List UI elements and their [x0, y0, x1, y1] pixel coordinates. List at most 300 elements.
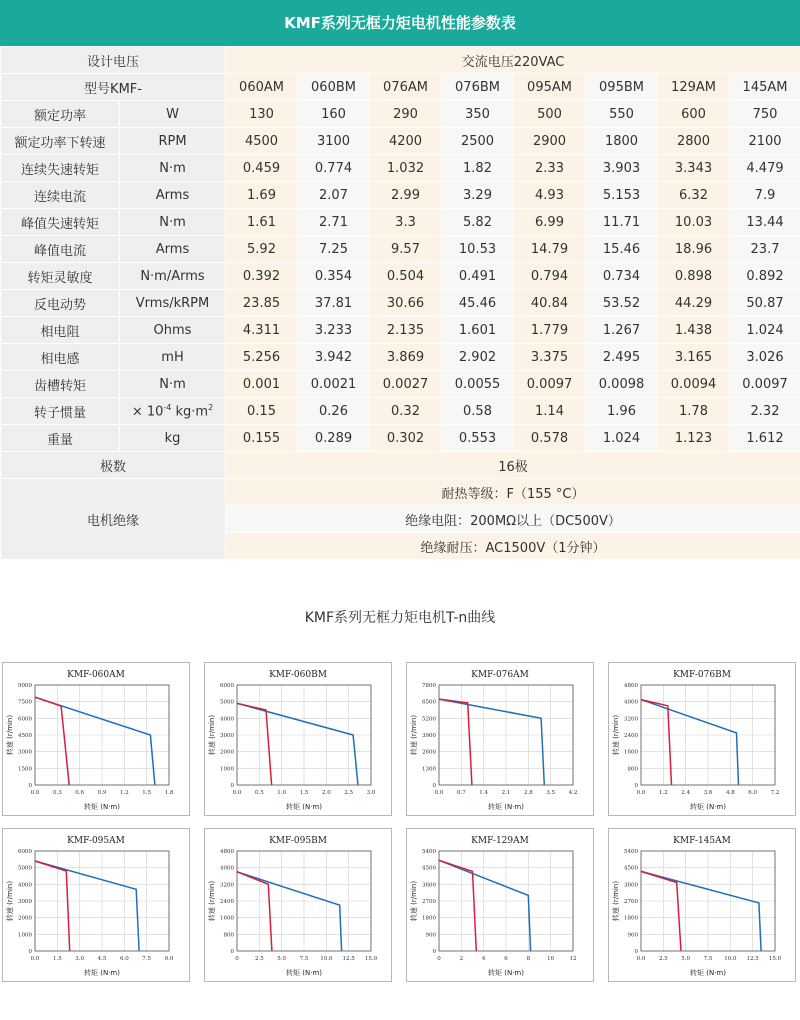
y-tick-label: 1300	[422, 766, 436, 773]
param-name: 转矩灵敏度	[1, 263, 120, 290]
param-unit: W	[120, 101, 226, 128]
tn-chart	[406, 828, 594, 982]
series-line	[641, 871, 761, 951]
param-value: 23.85	[226, 290, 298, 317]
x-tick-label: 0.0	[232, 790, 242, 796]
y-tick-label: 3200	[220, 882, 234, 889]
param-name: 反电动势	[1, 290, 120, 317]
param-value: 3.165	[658, 344, 730, 371]
param-value: 5.92	[226, 236, 298, 263]
x-tick-label: 7.2	[770, 790, 780, 796]
y-tick-label: 3600	[624, 882, 638, 889]
y-tick-label: 2400	[220, 899, 234, 905]
unit-body: kg·m	[171, 404, 209, 420]
tn-chart-svg	[407, 829, 593, 981]
table-row	[1, 398, 800, 425]
y-tick-label: 800	[627, 766, 638, 773]
param-value: 50.87	[730, 290, 800, 317]
y-tick-label: 1600	[624, 749, 638, 756]
voltage-value: 交流电压220VAC	[226, 47, 800, 74]
tn-chart-svg	[205, 829, 391, 981]
y-tick-label: 1800	[422, 915, 436, 922]
y-tick-label: 4800	[624, 683, 638, 689]
param-value: 750	[730, 101, 800, 128]
param-value: 44.29	[658, 290, 730, 317]
chart-title: KMF-095AM	[67, 836, 125, 846]
param-value: 2.33	[514, 155, 586, 182]
param-value: 14.79	[514, 236, 586, 263]
param-value: 2100	[730, 128, 800, 155]
x-tick-label: 6.0	[748, 790, 758, 796]
param-value: 0.734	[586, 263, 658, 290]
series-line	[237, 703, 358, 785]
table-row	[1, 317, 800, 344]
series-line	[439, 860, 531, 951]
y-axis-label: 转速 (r/min)	[410, 880, 418, 922]
y-tick-label: 3000	[18, 899, 32, 905]
param-value: 45.46	[442, 290, 514, 317]
x-tick-label: 1.4	[479, 790, 489, 796]
y-tick-label: 4500	[422, 865, 436, 872]
x-tick-label: 0.0	[636, 956, 646, 962]
param-value: 1.82	[442, 155, 514, 182]
chart-title: KMF-129AM	[471, 836, 529, 846]
x-tick-label: 15.0	[768, 956, 782, 962]
x-tick-label: 3.0	[75, 956, 85, 962]
x-tick-label: 1.5	[299, 790, 309, 796]
y-tick-label: 0	[28, 783, 32, 789]
param-value: 0.578	[514, 425, 586, 452]
y-tick-label: 0	[432, 783, 436, 789]
param-unit: RPM	[120, 128, 226, 155]
series-line	[237, 703, 272, 785]
param-value: 1.612	[730, 425, 800, 452]
y-tick-label: 3900	[422, 733, 436, 739]
param-value: 1.69	[226, 182, 298, 209]
param-value: 3.942	[298, 344, 370, 371]
y-tick-label: 2700	[624, 899, 638, 905]
y-tick-label: 900	[627, 932, 638, 939]
param-value: 3.026	[730, 344, 800, 371]
y-tick-label: 4000	[624, 699, 638, 706]
param-name: 峰值电流	[1, 236, 120, 263]
param-value: 1.267	[586, 317, 658, 344]
param-value: 600	[658, 101, 730, 128]
x-tick-label: 12.5	[746, 956, 759, 962]
param-value: 4.93	[514, 182, 586, 209]
param-value: 0.26	[298, 398, 370, 425]
x-tick-label: 1.2	[119, 790, 129, 796]
x-tick-label: 15.0	[364, 956, 378, 962]
param-value: 0.892	[730, 263, 800, 290]
param-value: 3.3	[370, 209, 442, 236]
x-axis-label: 转矩 (N·m)	[690, 803, 726, 811]
y-tick-label: 5000	[220, 699, 234, 706]
series-line	[35, 861, 139, 951]
series-line	[237, 872, 272, 951]
table-row	[1, 155, 800, 182]
x-tick-label: 2.8	[523, 790, 533, 796]
param-value: 290	[370, 101, 442, 128]
y-axis-label: 转速 (r/min)	[208, 880, 216, 922]
tn-chart-svg	[3, 663, 189, 815]
y-tick-label: 4000	[220, 865, 234, 872]
tn-chart-svg	[205, 663, 391, 815]
x-tick-label: 5.0	[681, 956, 691, 962]
y-tick-label: 0	[634, 949, 638, 955]
param-value: 550	[586, 101, 658, 128]
param-value: 0.553	[442, 425, 514, 452]
y-tick-label: 3000	[220, 733, 234, 739]
param-value: 5.82	[442, 209, 514, 236]
x-tick-label: 10	[547, 956, 555, 962]
series-line	[439, 699, 472, 785]
table-row	[1, 74, 800, 101]
unit-exponent: -4	[163, 402, 172, 412]
x-tick-label: 4.8	[725, 790, 735, 796]
x-axis-label: 转矩 (N·m)	[690, 969, 726, 977]
param-value: 3.375	[514, 344, 586, 371]
param-value: 1.024	[586, 425, 658, 452]
table-row	[1, 47, 800, 74]
param-name: 重量	[1, 425, 120, 452]
model-cell: 095BM	[586, 74, 658, 101]
series-line	[237, 872, 342, 951]
param-value: 0.58	[442, 398, 514, 425]
param-value: 4.479	[730, 155, 800, 182]
param-name: 额定功率下转速	[1, 128, 120, 155]
param-value: 18.96	[658, 236, 730, 263]
model-cell: 145AM	[730, 74, 800, 101]
chart-title: KMF-076AM	[471, 670, 529, 680]
x-tick-label: 8	[526, 956, 531, 962]
param-value: 3.869	[370, 344, 442, 371]
x-tick-label: 10.0	[724, 956, 737, 962]
param-value: 2.135	[370, 317, 442, 344]
param-value: 0.32	[370, 398, 442, 425]
x-tick-label: 3.5	[546, 790, 556, 796]
param-value: 2.32	[730, 398, 800, 425]
param-unit: Arms	[120, 236, 226, 263]
table-row	[1, 344, 800, 371]
model-label: 型号KMF-	[1, 74, 226, 101]
param-value: 0.0055	[442, 371, 514, 398]
tn-chart-svg	[407, 663, 593, 815]
x-tick-label: 7.5	[142, 956, 152, 962]
x-tick-label: 10.0	[320, 956, 333, 962]
param-unit: mH	[120, 344, 226, 371]
x-tick-label: 2.5	[254, 956, 264, 962]
param-name: 转子惯量	[1, 398, 120, 425]
page-title: KMF系列无框力矩电机性能参数表	[0, 0, 800, 46]
x-axis-label: 转矩 (N·m)	[286, 803, 322, 811]
y-tick-label: 0	[230, 783, 234, 789]
x-axis-label: 转矩 (N·m)	[488, 969, 524, 977]
param-value: 2.495	[586, 344, 658, 371]
param-value: 1.123	[658, 425, 730, 452]
param-value: 3.29	[442, 182, 514, 209]
x-tick-label: 0	[437, 956, 441, 962]
x-tick-label: 2.5	[344, 790, 354, 796]
x-tick-label: 2.5	[658, 956, 668, 962]
x-tick-label: 0.9	[97, 790, 107, 796]
x-tick-label: 4.2	[568, 790, 578, 796]
y-tick-label: 4500	[624, 865, 638, 872]
series-line	[641, 700, 672, 785]
param-value: 10.53	[442, 236, 514, 263]
param-value: 0.0097	[514, 371, 586, 398]
x-tick-label: 1.0	[277, 790, 287, 796]
param-value: 7.9	[730, 182, 800, 209]
table-row	[1, 452, 800, 479]
x-tick-label: 12.5	[342, 956, 355, 962]
x-tick-label: 0.0	[434, 790, 444, 796]
x-axis-label: 转矩 (N·m)	[488, 803, 524, 811]
table-row	[1, 209, 800, 236]
x-tick-label: 7.5	[703, 956, 713, 962]
unit-exponent: 2	[208, 402, 214, 412]
y-axis-label: 转速 (r/min)	[410, 714, 418, 756]
unit-prefix: × 10	[131, 404, 164, 420]
table-row	[1, 479, 800, 506]
param-value: 2.902	[442, 344, 514, 371]
tn-chart	[2, 662, 190, 816]
x-tick-label: 0.5	[254, 790, 264, 796]
param-unit: Arms	[120, 182, 226, 209]
param-value: 1.96	[586, 398, 658, 425]
param-value: 3.233	[298, 317, 370, 344]
param-value: 0.0027	[370, 371, 442, 398]
model-cell: 076AM	[370, 74, 442, 101]
table-row	[1, 236, 800, 263]
param-name: 连续失速转矩	[1, 155, 120, 182]
tn-chart	[406, 662, 594, 816]
x-tick-label: 0	[235, 956, 239, 962]
y-tick-label: 4000	[18, 882, 32, 889]
param-value: 0.898	[658, 263, 730, 290]
param-value: 4.311	[226, 317, 298, 344]
param-value: 0.459	[226, 155, 298, 182]
series-line	[35, 697, 69, 785]
param-value: 1.14	[514, 398, 586, 425]
chart-title: KMF-076BM	[673, 670, 731, 680]
param-unit: Ohms	[120, 317, 226, 344]
y-tick-label: 5000	[18, 865, 32, 872]
param-value: 10.03	[658, 209, 730, 236]
insulation-line: 绝缘电阻：200MΩ以上（DC500V）	[226, 506, 800, 533]
param-unit: kg	[120, 425, 226, 452]
table-row	[1, 371, 800, 398]
voltage-label: 设计电压	[1, 47, 226, 74]
table-row	[1, 425, 800, 452]
y-tick-label: 2400	[624, 733, 638, 739]
x-tick-label: 1.5	[142, 790, 152, 796]
y-tick-label: 6000	[18, 716, 32, 723]
param-unit: N·m	[120, 371, 226, 398]
tn-chart	[608, 662, 796, 816]
param-value: 7.25	[298, 236, 370, 263]
tn-chart-svg	[609, 829, 795, 981]
y-tick-label: 6000	[18, 849, 32, 855]
param-value: 2.99	[370, 182, 442, 209]
x-tick-label: 0.0	[30, 790, 40, 796]
param-value: 0.794	[514, 263, 586, 290]
y-tick-label: 2700	[422, 899, 436, 905]
param-unit: N·m/Arms	[120, 263, 226, 290]
param-name: 峰值失速转矩	[1, 209, 120, 236]
param-value: 1.032	[370, 155, 442, 182]
param-value: 0.0094	[658, 371, 730, 398]
param-value: 1.024	[730, 317, 800, 344]
param-value: 0.155	[226, 425, 298, 452]
param-value: 3.903	[586, 155, 658, 182]
y-tick-label: 1000	[220, 766, 234, 773]
x-tick-label: 2.1	[501, 790, 511, 796]
y-tick-label: 0	[432, 949, 436, 955]
y-tick-label: 7800	[422, 683, 436, 689]
y-axis-label: 转速 (r/min)	[612, 714, 620, 756]
param-value: 13.44	[730, 209, 800, 236]
param-value: 1.78	[658, 398, 730, 425]
param-value: 0.302	[370, 425, 442, 452]
param-value: 0.289	[298, 425, 370, 452]
table-row	[1, 128, 800, 155]
param-value: 3.343	[658, 155, 730, 182]
param-value: 6.99	[514, 209, 586, 236]
x-tick-label: 1.5	[52, 956, 62, 962]
x-tick-label: 6.0	[119, 956, 129, 962]
param-value: 4200	[370, 128, 442, 155]
param-value: 30.66	[370, 290, 442, 317]
y-tick-label: 3600	[422, 882, 436, 889]
param-value: 0.0097	[730, 371, 800, 398]
x-axis-label: 转矩 (N·m)	[286, 969, 322, 977]
chart-title: KMF-145AM	[673, 836, 731, 846]
y-axis-label: 转速 (r/min)	[6, 880, 14, 922]
y-tick-label: 6500	[422, 699, 436, 706]
y-axis-label: 转速 (r/min)	[208, 714, 216, 756]
param-value: 1800	[586, 128, 658, 155]
param-name: 相电感	[1, 344, 120, 371]
y-tick-label: 2000	[18, 915, 32, 922]
y-tick-label: 0	[634, 783, 638, 789]
y-tick-label: 9000	[18, 683, 32, 689]
x-tick-label: 4	[481, 956, 486, 962]
table-row	[1, 290, 800, 317]
y-tick-label: 5200	[422, 716, 436, 723]
param-value: 350	[442, 101, 514, 128]
param-value: 23.7	[730, 236, 800, 263]
y-tick-label: 5400	[422, 849, 436, 855]
param-unit: N·m	[120, 209, 226, 236]
param-value: 2800	[658, 128, 730, 155]
x-axis-label: 转矩 (N·m)	[84, 969, 120, 977]
y-tick-label: 3000	[18, 749, 32, 756]
spec-table	[0, 46, 800, 560]
chart-title: KMF-060BM	[269, 670, 327, 680]
y-tick-label: 4800	[220, 849, 234, 855]
param-value: 0.001	[226, 371, 298, 398]
param-value: 5.153	[586, 182, 658, 209]
x-tick-label: 6	[504, 956, 508, 962]
y-tick-label: 7500	[18, 699, 32, 706]
param-value: 9.57	[370, 236, 442, 263]
y-tick-label: 1800	[624, 915, 638, 922]
param-value: 6.32	[658, 182, 730, 209]
model-cell: 060AM	[226, 74, 298, 101]
param-value: 130	[226, 101, 298, 128]
param-value: 0.15	[226, 398, 298, 425]
poles-value: 16极	[226, 452, 800, 479]
x-tick-label: 2.4	[681, 790, 691, 796]
param-name: 相电阻	[1, 317, 120, 344]
insulation-line: 耐热等级：F（155 °C）	[226, 479, 800, 506]
y-tick-label: 2600	[422, 749, 436, 756]
insulation-label: 电机绝缘	[1, 479, 226, 560]
param-value: 2900	[514, 128, 586, 155]
y-tick-label: 6000	[220, 683, 234, 689]
tn-curve-title: KMF系列无框力矩电机T-n曲线	[304, 610, 496, 626]
y-tick-label: 900	[425, 932, 436, 939]
y-tick-label: 2000	[220, 749, 234, 756]
x-tick-label: 0.0	[636, 790, 646, 796]
x-tick-label: 1.8	[164, 790, 174, 796]
param-unit	[120, 398, 226, 425]
x-tick-label: 3.6	[703, 790, 713, 796]
y-tick-label: 5400	[624, 849, 638, 855]
x-tick-label: 2.0	[321, 790, 331, 796]
tn-chart	[608, 828, 796, 982]
y-tick-label: 4500	[18, 733, 32, 739]
table-row	[1, 101, 800, 128]
series-line	[641, 871, 681, 951]
param-value: 5.256	[226, 344, 298, 371]
y-tick-label: 1500	[18, 766, 32, 773]
x-tick-label: 3.0	[366, 790, 376, 796]
param-value: 3100	[298, 128, 370, 155]
param-value: 0.774	[298, 155, 370, 182]
table-row	[1, 182, 800, 209]
x-tick-label: 0.0	[30, 956, 40, 962]
y-axis-label: 转速 (r/min)	[6, 714, 14, 756]
x-tick-label: 0.3	[52, 790, 62, 796]
tn-chart	[204, 662, 392, 816]
series-line	[35, 697, 155, 785]
y-tick-label: 1000	[18, 932, 32, 939]
series-line	[35, 861, 70, 951]
y-tick-label: 800	[223, 932, 234, 939]
y-tick-label: 3200	[624, 716, 638, 723]
x-tick-label: 4.5	[97, 956, 107, 962]
param-unit: N·m	[120, 155, 226, 182]
tn-chart-svg	[3, 829, 189, 981]
param-value: 4500	[226, 128, 298, 155]
param-unit: Vrms/kRPM	[120, 290, 226, 317]
param-value: 160	[298, 101, 370, 128]
param-value: 1.601	[442, 317, 514, 344]
x-tick-label: 12	[569, 956, 577, 962]
x-tick-label: 0.7	[456, 790, 466, 796]
param-value: 1.438	[658, 317, 730, 344]
param-value: 15.46	[586, 236, 658, 263]
param-value: 0.504	[370, 263, 442, 290]
y-tick-label: 0	[230, 949, 234, 955]
x-tick-label: 0.6	[75, 790, 85, 796]
x-tick-label: 1.2	[658, 790, 668, 796]
chart-title: KMF-060AM	[67, 670, 125, 680]
param-value: 0.354	[298, 263, 370, 290]
param-name: 额定功率	[1, 101, 120, 128]
